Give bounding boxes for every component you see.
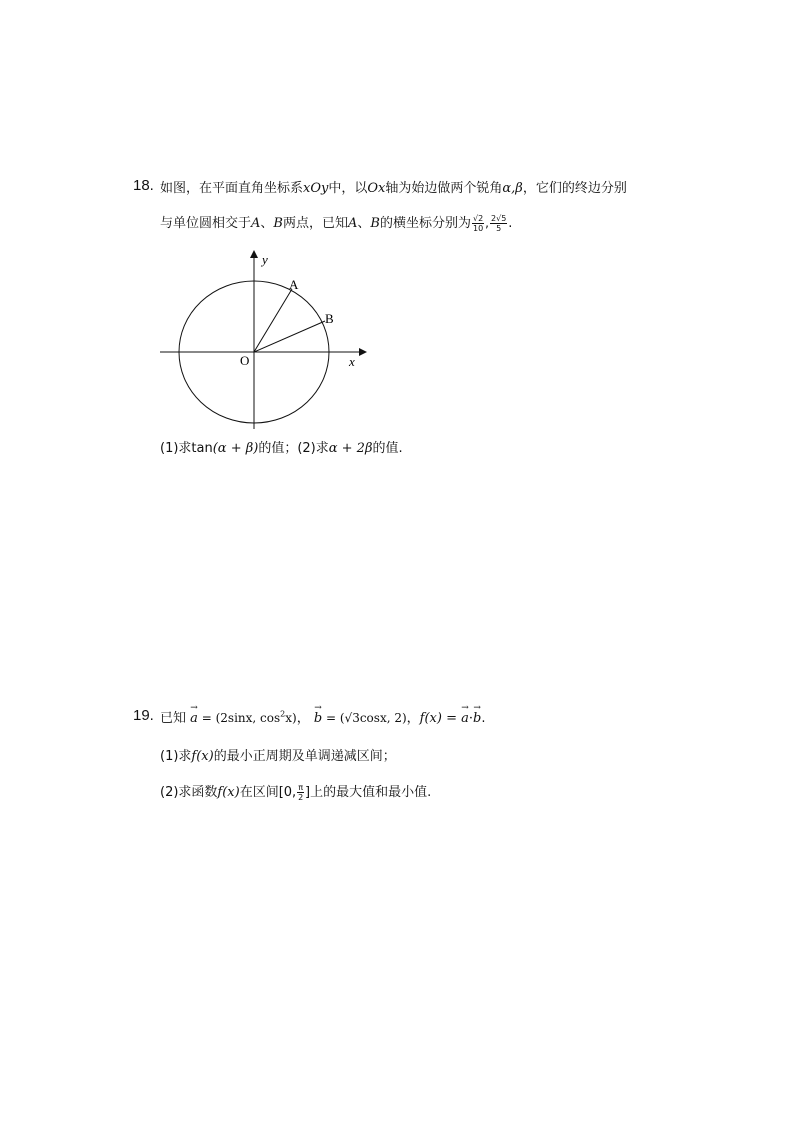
q18-text: 如图，在平面直角坐标系 <box>160 181 304 196</box>
q18-math: A <box>348 216 358 231</box>
point-b-label: B <box>325 311 334 326</box>
y-axis-label: y <box>262 252 268 267</box>
q19-math: f(x) = <box>419 711 462 726</box>
q19-math: = (2sinx, cos <box>197 711 281 725</box>
q19-number: 19. <box>133 707 154 724</box>
fraction-numerator: √2 <box>472 214 484 223</box>
q19-math: f(x) <box>191 749 214 764</box>
q18-line1 <box>160 177 627 196</box>
fraction-numerator: 2√5 <box>491 214 507 223</box>
q19-line1 <box>160 707 486 726</box>
q18-subquestions <box>160 437 403 456</box>
q19-text: (1)求 <box>160 749 192 764</box>
ray-oa <box>254 289 292 352</box>
q18-math: Ox <box>367 181 386 196</box>
fraction <box>472 214 484 233</box>
unit-circle-figure <box>150 245 380 435</box>
fraction <box>490 214 507 233</box>
q18-math: α,β <box>502 181 523 196</box>
vector-a: → a <box>461 711 469 726</box>
vector-b: → b <box>314 711 322 726</box>
q18-number: 18. <box>133 177 154 194</box>
q19-math: f(x) <box>217 785 240 800</box>
q18-math: B <box>370 216 380 231</box>
vector-b: → b <box>473 711 481 726</box>
q18-math: xOy <box>303 181 329 196</box>
q18-line2 <box>160 212 512 233</box>
q19-text: ]上的最大值和最小值. <box>305 785 432 800</box>
q18-text: , <box>485 216 489 230</box>
fraction <box>297 783 304 802</box>
q19-text: 在区间[0, <box>239 785 297 800</box>
q19-text: (2)求函数 <box>160 785 218 800</box>
vector-a: → a <box>190 711 198 726</box>
fraction-denominator: 10 <box>472 224 484 233</box>
q18-math: A <box>251 216 261 231</box>
q19-text: 的最小正周期及单调递减区间； <box>213 749 396 764</box>
q18-text: . <box>508 216 513 231</box>
q19-part1 <box>160 745 396 764</box>
q19-text: 已知 <box>160 711 187 726</box>
q18-text: 的值；(2)求 <box>258 441 329 456</box>
q18-text: 轴为始边做两个锐角 <box>385 181 503 196</box>
q18-text: 两点，已知 <box>282 216 348 231</box>
q19-text: . <box>481 711 486 726</box>
q18-math: α + 2β <box>328 441 373 456</box>
q18-text: 、 <box>260 216 274 231</box>
fraction-denominator: 5 <box>496 224 502 233</box>
point-a-label: A <box>289 277 299 292</box>
origin-label: O <box>240 353 250 368</box>
q19-text: ， <box>296 711 310 726</box>
q19-math: x) <box>285 711 297 725</box>
q18-text: 的横坐标分别为 <box>379 216 471 231</box>
q18-text: (1)求tan <box>160 441 213 456</box>
q18-text: 中，以 <box>328 181 368 196</box>
q19-text: ， <box>406 711 420 726</box>
ray-ob <box>254 321 325 352</box>
q19-part2 <box>160 781 431 802</box>
q18-text: 与单位圆相交于 <box>160 216 252 231</box>
fraction-numerator: π <box>298 783 304 792</box>
q18-math: (α + β) <box>212 441 259 456</box>
q19-math: · <box>468 711 474 726</box>
q18-text: 、 <box>357 216 371 231</box>
x-axis-label: x <box>349 354 355 369</box>
q18-text: ，它们的终边分别 <box>522 181 627 196</box>
q19-math: 2 <box>280 709 286 719</box>
q18-text: 的值. <box>372 441 403 456</box>
fraction-denominator: 2 <box>298 793 304 802</box>
q18-math: B <box>273 216 283 231</box>
q19-math: = (√3cosx, 2) <box>322 711 407 725</box>
